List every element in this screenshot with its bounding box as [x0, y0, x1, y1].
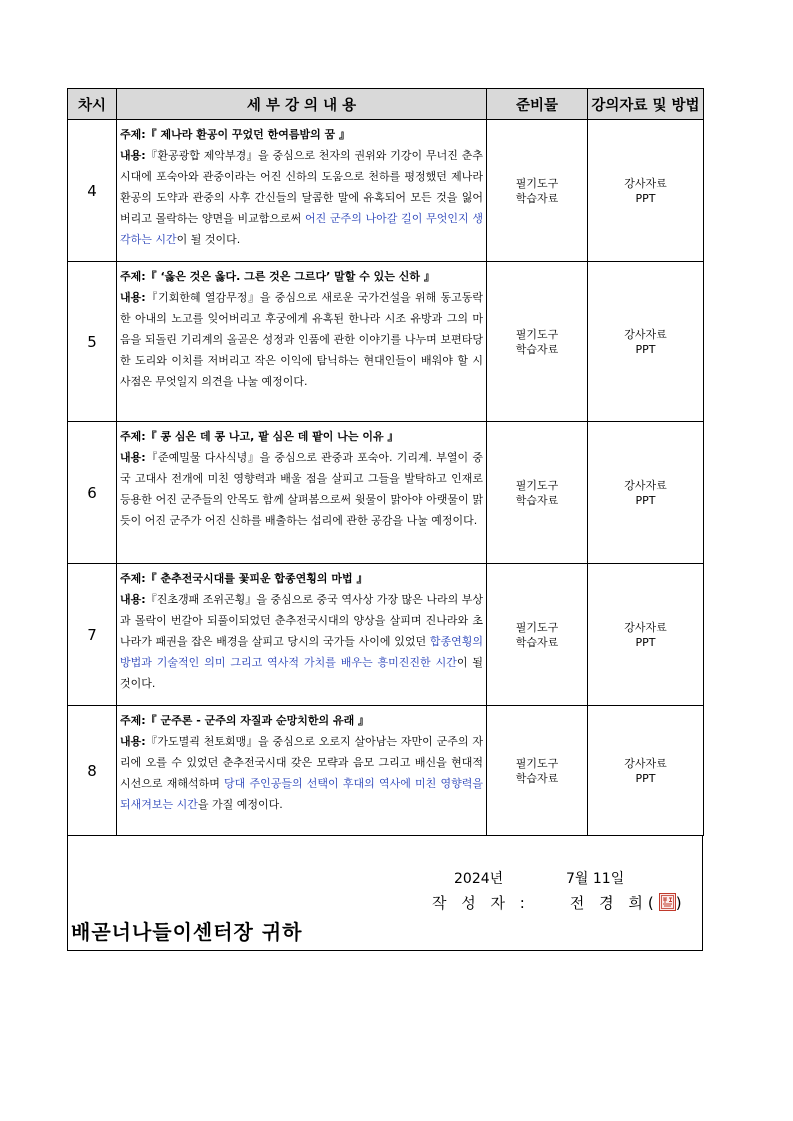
- method-cell: [588, 706, 704, 836]
- lecture-plan-table: [67, 88, 704, 836]
- table-row: [68, 262, 704, 422]
- method-item: PPT: [635, 771, 656, 785]
- materials-cell: [487, 422, 588, 564]
- signature-footer: [67, 836, 703, 951]
- description-tail: 이 될 것이다.: [176, 233, 241, 246]
- header-materials: 준비물: [487, 89, 588, 120]
- description-text: 『준예밀물 다사식녕』을 중심으로 관중과 포숙아. 기리계. 부열이 중국 고대사 전개에 미친 영향력과 배울 점을 살피고 그들을 발탁하고 인재로 등용한 어진 군주들의 안목도 함께 살펴봄으로써 윗물이 맑아야 아랫물이 맑듯이 어진 군주가 어진 신하를 배출하는 섭리에 관한 공감을 나눌 예정이다.: [120, 451, 483, 527]
- method-item: PPT: [635, 493, 656, 507]
- materials-cell: [487, 120, 588, 262]
- method-item: PPT: [635, 635, 656, 649]
- description-text: 『진초갱패 조위곤횡』을 중심으로 중국 역사상 가장 많은 나라의 부상과 몰락이 번갈아 되풀이되었던 춘추전국시대의 양상을 살피며 진나라와 초나라가 패권을 잡은 배경을 살피고 당시의 국가들 사이에 있었던: [120, 593, 483, 648]
- session-title: 주제:『 ‘옳은 것은 옳다. 그른 것은 그르다’ 말할 수 있는 신하 』: [120, 270, 435, 283]
- header-method: 강의자료 및 방법: [588, 89, 704, 120]
- materials-cell: [487, 564, 588, 706]
- materials-cell: [487, 262, 588, 422]
- description-text: 『기회한혜 열감무정』을 중심으로 새로운 국가건설을 위해 동고동락한 아내의 노고를 잊어버리고 후궁에게 유혹된 한나라 시조 유방과 그의 마음을 되돌린 기리계의 올곧은 성정과 인품에 관한 이야기를 나누며 보편타당한 도리와 이치를 저버리고 작은 이익에 탐닉하는 현대인들이 배워야 할 시사점은 무엇일지 의견을 나눌 예정이다.: [120, 291, 483, 388]
- session-number: 8: [68, 706, 117, 836]
- method-cell: [588, 262, 704, 422]
- session-content: [117, 564, 487, 706]
- method-item: 강사자료: [624, 176, 667, 190]
- session-number: 4: [68, 120, 117, 262]
- material-item: 학습자료: [515, 191, 559, 205]
- date-year: 2024년: [454, 871, 504, 887]
- table-header-row: [68, 89, 704, 120]
- method-item: PPT: [635, 342, 656, 356]
- method-cell: [588, 564, 704, 706]
- method-cell: [588, 120, 704, 262]
- method-item: 강사자료: [624, 478, 667, 492]
- writer-name: 전 경 희(: [569, 894, 659, 912]
- session-title: 주제:『 군주론 - 군주의 자질과 순망치한의 유래 』: [120, 714, 370, 727]
- writer-line: [432, 892, 687, 913]
- description-text: 『가도멸괵 천토회맹』을 중심으로 오로지 살아남는 자만이 군주의 자리에 오를 수 있었던 춘추전국시대 갖은 모략과 음모 그리고 배신을 현대적 시선으로 재해석하며: [120, 735, 483, 790]
- seal-stamp-icon: [659, 893, 676, 911]
- session-number: 7: [68, 564, 117, 706]
- description-tail: 이 될 것이다.: [120, 656, 484, 690]
- session-description: [120, 731, 483, 815]
- session-title: 주제:『 제나라 환공이 꾸었던 한여름밤의 꿈 』: [120, 128, 351, 141]
- content-label: 내용:: [120, 451, 146, 464]
- description-highlight: 어진 군주의 나아갈 길이 무엇인지 생각하는 시간: [120, 212, 483, 246]
- session-title: 주제:『 콩 심은 데 콩 나고, 팥 심은 데 팥이 나는 이유 』: [120, 430, 399, 443]
- session-content: [117, 706, 487, 836]
- table-row: [68, 422, 704, 564]
- session-description: [120, 589, 483, 694]
- method-item: PPT: [635, 191, 656, 205]
- session-description: [120, 287, 483, 392]
- session-number: 5: [68, 262, 117, 422]
- session-description: [120, 145, 483, 250]
- content-label: 내용:: [120, 593, 146, 606]
- description-tail: 을 가질 예정이다.: [197, 798, 283, 811]
- material-item: 학습자료: [515, 635, 559, 649]
- date-monthday: 7월 11일: [566, 871, 625, 887]
- header-session: 차시: [68, 89, 117, 120]
- material-item: 학습자료: [515, 771, 559, 785]
- material-item: 필기도구: [515, 176, 559, 190]
- method-cell: [588, 422, 704, 564]
- writer-close: ): [675, 894, 687, 912]
- content-label: 내용:: [120, 735, 146, 748]
- table-row: [68, 564, 704, 706]
- date-line: [454, 868, 624, 888]
- description-highlight: 합종연횡의 방법과 기술적인 의미 그리고 역사적 가치를 배우는 흥미진진한 시간: [120, 635, 483, 669]
- writer-label: 작 성 자 :: [432, 894, 530, 912]
- description-highlight: 당대 주인공들의 선택이 후대의 역사에 미친 영향력을 되새겨보는 시간: [120, 777, 483, 811]
- material-item: 필기도구: [515, 620, 559, 634]
- content-label: 내용:: [120, 291, 146, 304]
- header-content: 세 부 강 의 내 용: [117, 89, 487, 120]
- material-item: 학습자료: [515, 342, 559, 356]
- material-item: 필기도구: [515, 327, 559, 341]
- session-description: [120, 447, 483, 531]
- session-number: 6: [68, 422, 117, 564]
- method-item: 강사자료: [624, 327, 667, 341]
- lecture-plan-sheet: [67, 88, 703, 951]
- session-content: [117, 262, 487, 422]
- description-text: 『환공광합 제악부경』을 중심으로 천자의 권위와 기강이 무너진 춘추시대에 포숙아와 관중이라는 어진 신하의 도움으로 천하를 평정했던 제나라 환공의 도약과 관중의 사후 간신들의 달콤한 말에 유혹되어 모든 것을 잃어버리고 몰락하는 양면을 비교함으로써: [120, 149, 483, 225]
- material-item: 필기도구: [515, 756, 559, 770]
- table-row: [68, 706, 704, 836]
- material-item: 학습자료: [515, 493, 559, 507]
- method-item: 강사자료: [624, 756, 667, 770]
- recipient-line: 배곧너나들이센터장 귀하: [71, 920, 303, 944]
- session-content: [117, 120, 487, 262]
- session-content: [117, 422, 487, 564]
- content-label: 내용:: [120, 149, 146, 162]
- materials-cell: [487, 706, 588, 836]
- session-title: 주제:『 춘추전국시대를 꽃피운 합종연횡의 마법 』: [120, 572, 368, 585]
- table-row: [68, 120, 704, 262]
- material-item: 필기도구: [515, 478, 559, 492]
- method-item: 강사자료: [624, 620, 667, 634]
